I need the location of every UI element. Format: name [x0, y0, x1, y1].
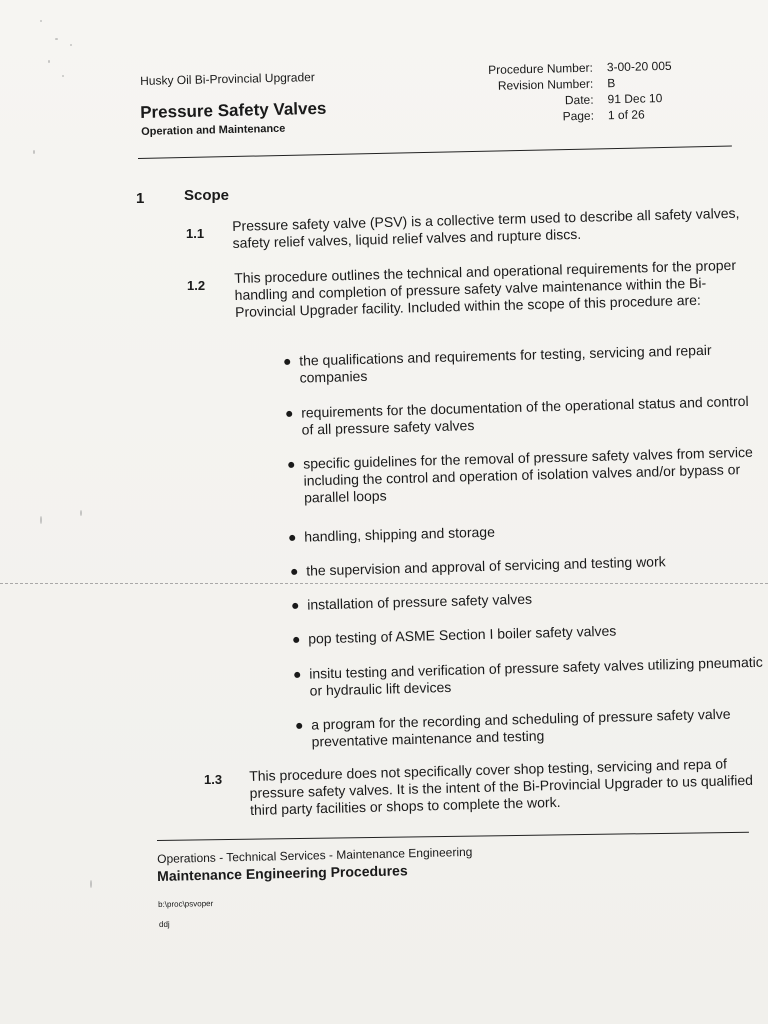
footer-initials: ddj — [159, 920, 170, 929]
bullet-icon — [293, 637, 299, 643]
document-subtitle: Operation and Maintenance — [141, 122, 286, 138]
paragraph-number: 1.1 — [186, 226, 205, 241]
bullet-icon — [296, 723, 302, 729]
list-item-text: the supervision and approval of servicing and testing work — [305, 553, 666, 579]
paragraph-text: This procedure does not specifically cover shop testing, servicing and repa of pressure safety valves. It is the intent of the Bi-Provincial Upgrader to us qualified third party facilities or shops to complete the work. — [249, 755, 754, 818]
scan-speck — [33, 150, 35, 154]
header-rule — [138, 146, 732, 159]
list-item-text: requirements for the documentation of the operational status and control of all pressure safety valves — [300, 392, 749, 438]
meta-label: Revision Number: — [497, 76, 594, 93]
list-item — [296, 705, 767, 751]
bullet-icon — [289, 535, 295, 541]
list-item — [293, 619, 763, 648]
bullet-icon — [288, 462, 294, 468]
paragraph-text: This procedure outlines the technical and operational requirements for the proper handling and completion of pressure safety valve maintenance within the Bi-Provincial Upgrader facility. Included within the scope of this procedure are: — [234, 256, 737, 320]
list-item — [286, 393, 757, 439]
footer-series: Maintenance Engineering Procedures — [157, 862, 408, 884]
list-item-text: specific guidelines for the removal of pressure safety valves from service including the control and operation of isolation valves and/or bypass or parallel loops — [302, 443, 754, 506]
meta-label: Procedure Number: — [488, 60, 594, 77]
meta-label: Date: — [564, 92, 594, 108]
meta-value: 3-00-20 005 — [606, 58, 672, 75]
section-number: 1 — [136, 190, 145, 207]
scan-speck — [48, 60, 50, 63]
scan-speck — [90, 880, 92, 888]
bullet-icon — [284, 359, 290, 365]
footer-rule — [157, 832, 749, 841]
list-item-text: handling, shipping and storage — [303, 523, 496, 545]
list-item — [291, 551, 761, 580]
scan-speck — [55, 38, 58, 40]
list-item — [284, 341, 755, 387]
footer-file-path: b:\proc\psvoper — [158, 899, 214, 909]
paragraph-number: 1.2 — [187, 278, 206, 293]
meta-value: B — [607, 76, 616, 91]
footer-department: Operations - Technical Services - Maintenance Engineering — [157, 844, 473, 866]
meta-row-page — [489, 106, 673, 126]
scan-speck — [80, 510, 82, 516]
company-name: Husky Oil Bi-Provincial Upgrader — [140, 70, 316, 88]
paragraph-number: 1.3 — [204, 772, 223, 787]
bullet-icon — [294, 672, 300, 678]
list-item-text: a program for the recording and scheduling of pressure safety valve preventative maintenance and testing — [310, 705, 731, 750]
meta-label: Page: — [562, 108, 595, 124]
procedure-meta-table — [488, 58, 673, 126]
list-item-text: pop testing of ASME Section I boiler safety valves — [307, 622, 617, 647]
list-item — [289, 517, 759, 546]
scan-speck — [40, 516, 42, 524]
list-item — [292, 585, 762, 614]
meta-value: 1 of 26 — [607, 107, 645, 123]
list-item — [288, 444, 759, 507]
list-item — [294, 654, 765, 700]
scan-fold-line — [0, 583, 768, 584]
bullet-icon — [286, 411, 292, 417]
bullet-icon — [291, 569, 297, 575]
list-item-text: insitu testing and verification of pressure safety valves utilizing pneumatic or hydraulic lift devices — [308, 653, 763, 699]
scan-speck — [62, 75, 64, 77]
scan-speck — [40, 20, 42, 22]
section-title: Scope — [184, 187, 230, 204]
bullet-icon — [292, 603, 298, 609]
list-item-text: installation of pressure safety valves — [306, 590, 533, 613]
document-title: Pressure Safety Valves — [140, 98, 327, 122]
paragraph-text: Pressure safety valve (PSV) is a collective term used to describe all safety valves, safety relief valves, liquid relief valves and rupture discs. — [232, 204, 740, 251]
scan-speck — [70, 44, 72, 46]
meta-value: 91 Dec 10 — [607, 91, 663, 107]
list-item-text: the qualifications and requirements for testing, servicing and repair companies — [298, 341, 712, 386]
